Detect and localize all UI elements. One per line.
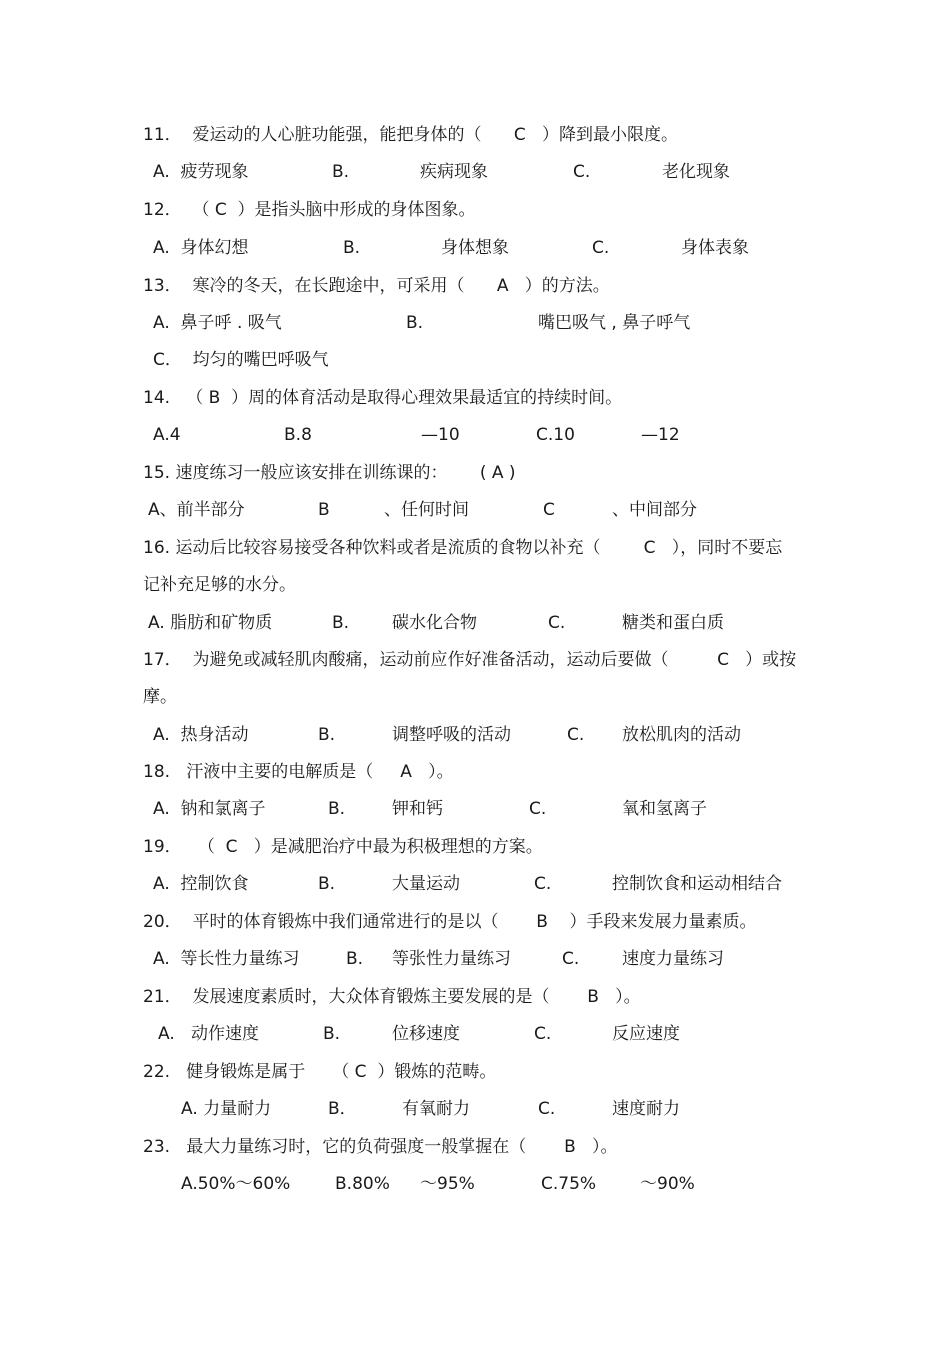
q18-option-c-text: 氧和氢离子	[622, 799, 707, 819]
q16-option-b-text: 碳水化合物	[392, 613, 477, 633]
q22-option-c-text: 速度耐力	[612, 1099, 680, 1119]
q23-option-c: C.75%	[541, 1174, 597, 1194]
q20-option-c-label: C.	[562, 949, 580, 969]
q11-option-a: A. 疲劳现象	[153, 162, 249, 182]
q18-option-b-text: 钾和钙	[392, 799, 443, 819]
q16-option-b-label: B.	[332, 613, 350, 633]
q14-option-b-range: —10	[421, 425, 460, 445]
q22-option-c-label: C.	[538, 1099, 556, 1119]
q15-option-c-text: 、中间部分	[612, 500, 697, 520]
q18-option-b-label: B.	[328, 799, 346, 819]
q16-option-a: A. 脂肪和矿物质	[148, 613, 273, 633]
question-14-stem: 14. （ B ）周的体育活动是取得心理效果最适宜的持续时间。	[143, 388, 623, 408]
q14-option-b: B.8	[284, 425, 312, 445]
q17-option-b-text: 调整呼吸的活动	[392, 725, 511, 745]
q14-option-c: C.10	[536, 425, 575, 445]
q14-option-a: A.4	[153, 425, 181, 445]
q23-option-b: B.80%	[335, 1174, 390, 1194]
q11-option-c-label: C.	[573, 162, 591, 182]
question-13-stem: 13． 寒冷的冬天，在长跑途中，可采用（ A ）的方法。	[143, 276, 610, 296]
q12-option-c-label: C.	[592, 238, 610, 258]
q14-option-c-range: —12	[641, 425, 680, 445]
q15-option-c-label: C	[543, 500, 555, 520]
q21-option-c-label: C.	[534, 1024, 552, 1044]
q22-option-b-label: B．	[328, 1099, 357, 1119]
question-16-stem-continued: 记补充足够的水分。	[143, 575, 296, 595]
q17-option-a: A. 热身活动	[153, 725, 249, 745]
question-17-stem-continued: 摩。	[143, 687, 177, 707]
question-12-stem: 12． （ C ）是指头脑中形成的身体图象。	[143, 200, 476, 220]
question-15-stem: 15. 速度练习一般应该安排在训练课的： ( A )	[143, 463, 516, 483]
q23-option-a: A.50%～60%	[181, 1174, 291, 1194]
q12-option-b-label: B.	[343, 238, 361, 258]
q21-option-b-text: 位移速度	[392, 1024, 460, 1044]
question-23-stem: 23. 最大力量练习时，它的负荷强度一般掌握在（ B ）。	[143, 1137, 618, 1157]
q22-option-a: A. 力量耐力	[181, 1099, 272, 1119]
q11-option-b-text: 疾病现象	[420, 162, 488, 182]
q19-option-c-text: 控制饮食和运动相结合	[612, 874, 782, 894]
question-22-stem: 22. 健身锻炼是属于 （ C ）锻炼的范畴。	[143, 1062, 497, 1082]
q12-option-b-text: 身体想象	[441, 238, 509, 258]
q20-option-b-label: B.	[346, 949, 364, 969]
question-16-stem: 16. 运动后比较容易接受各种饮料或者是流质的食物以补充（ C ），同时不要忘	[143, 538, 783, 558]
q19-option-b-text: 大量运动	[392, 874, 460, 894]
q12-option-a: A. 身体幻想	[153, 238, 249, 258]
q21-option-b-label: B.	[323, 1024, 341, 1044]
q13-option-b-label: B.	[406, 313, 424, 333]
q20-option-b-text: 等张性力量练习	[392, 949, 511, 969]
q15-option-b-label: B	[318, 500, 330, 520]
q17-option-b-label: B.	[318, 725, 336, 745]
q23-option-b-range: ～95%	[420, 1174, 475, 1194]
q18-option-a: A. 钠和氯离子	[153, 799, 266, 819]
q13-option-a: A. 鼻子呼 . 吸气	[153, 313, 282, 333]
q17-option-c-label: C.	[567, 725, 585, 745]
q11-option-b-label: B.	[332, 162, 350, 182]
question-19-stem: 19． （ C ）是减肥治疗中最为积极理想的方案。	[143, 837, 543, 857]
q16-option-c-text: 糖类和蛋白质	[622, 613, 724, 633]
q15-option-a: A、前半部分	[148, 500, 245, 520]
question-18-stem: 18. 汗液中主要的电解质是（ A ）。	[143, 762, 454, 782]
q19-option-a: A. 控制饮食	[153, 874, 249, 894]
q17-option-c-text: 放松肌肉的活动	[622, 725, 741, 745]
q22-option-b-text: 有氧耐力	[402, 1099, 470, 1119]
q12-option-c-text: 身体表象	[681, 238, 749, 258]
q21-option-c-text: 反应速度	[612, 1024, 680, 1044]
q20-option-a: A. 等长性力量练习	[153, 949, 300, 969]
q20-option-c-text: 速度力量练习	[622, 949, 724, 969]
q23-option-c-range: ～90%	[640, 1174, 695, 1194]
question-21-stem: 21． 发展速度素质时，大众体育锻炼主要发展的是（ B ）。	[143, 987, 641, 1007]
q19-option-b-label: B.	[318, 874, 336, 894]
q19-option-c-label: C.	[534, 874, 552, 894]
q18-option-c-label: C.	[529, 799, 547, 819]
question-11-stem: 11． 爱运动的人心脏功能强，能把身体的（ C ）降到最小限度。	[143, 125, 678, 145]
q15-option-b-text: 、任何时间	[384, 500, 469, 520]
q21-option-a: A. 动作速度	[158, 1024, 259, 1044]
q13-option-c: C． 均匀的嘴巴呼吸气	[153, 350, 329, 370]
q13-option-b-text: 嘴巴吸气 , 鼻子呼气	[538, 313, 691, 333]
question-20-stem: 20． 平时的体育锻炼中我们通常进行的是以（ B ）手段来发展力量素质。	[143, 912, 757, 932]
q11-option-c-text: 老化现象	[662, 162, 730, 182]
q16-option-c-label: C.	[548, 613, 566, 633]
question-17-stem: 17． 为避免或减轻肌肉酸痛，运动前应作好准备活动，运动后要做（ C ）或按	[143, 650, 797, 670]
